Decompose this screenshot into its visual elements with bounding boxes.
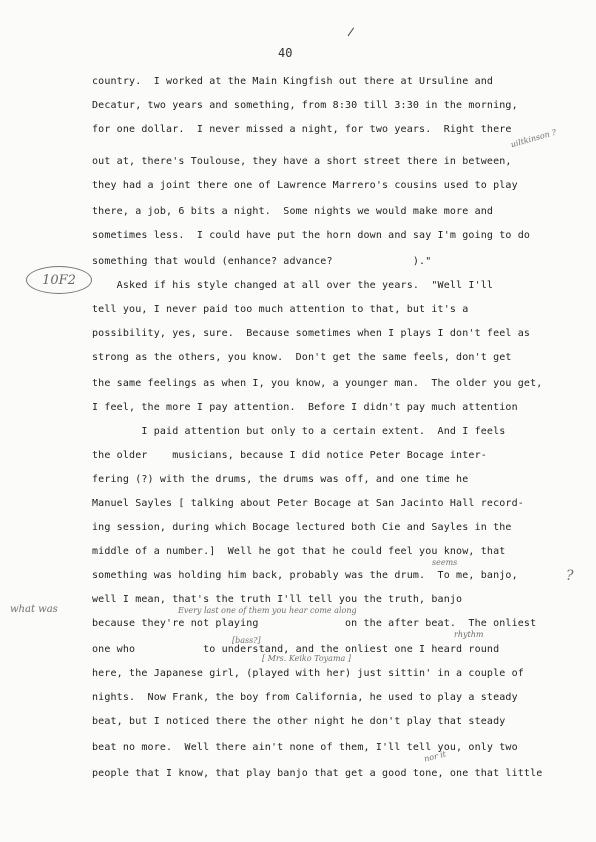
margin-note-seems: seems [432, 558, 458, 567]
body-line: the older musicians, because I did notice Peter Bocage inter- [92, 450, 487, 461]
body-line: the same feelings as when I, you know, a younger man. The older you get, [92, 378, 543, 389]
body-line: I feel, the more I pay attention. Before I didn't pay much attention [92, 402, 518, 413]
body-line: strong as the others, you know. Don't get the same feels, don't get [92, 352, 512, 363]
body-line: something was holding him back, probably was the drum. To me, banjo, [92, 570, 518, 581]
body-line: people that I know, that play banjo that get a good tone, one that little [92, 768, 543, 779]
circled-marker [26, 266, 92, 294]
body-line: because they're not playing on the after beat. The onliest [92, 618, 537, 629]
body-line: I paid attention but only to a certain extent. And I feels [92, 426, 506, 437]
margin-note-japanese-name: [ Mrs. Keiko Toyama ] [262, 654, 351, 663]
margin-note-question: ? [566, 568, 574, 584]
body-line: one who to understand, and the onliest one I heard round [92, 644, 500, 655]
body-line: tell you, I never paid too much attention to that, but it's a [92, 304, 469, 315]
body-line: ing session, during which Bocage lectured both Cie and Sayles in the [92, 522, 512, 533]
body-line: middle of a number.] Well he got that he could feel you know, that [92, 546, 506, 557]
body-line: Decatur, two years and something, from 8:30 till 3:30 in the morning, [92, 100, 518, 111]
body-line: here, the Japanese girl, (played with her) just sittin' in a couple of [92, 668, 524, 679]
page-number: 40 [278, 46, 293, 60]
body-line: for one dollar. I never missed a night, for two years. Right there [92, 124, 512, 135]
body-line: Asked if his style changed at all over the years. "Well I'll [92, 280, 494, 291]
margin-note-what-was: what was [10, 604, 58, 615]
body-line: well I mean, that's the truth I'll tell you the truth, banjo [92, 594, 463, 605]
margin-note-right: uiltkinson ? [509, 127, 558, 150]
body-line: Manuel Sayles [ talking about Peter Bocage at San Jacinto Hall record- [92, 498, 524, 509]
margin-note-rhythm: rhythm [454, 630, 484, 639]
pen-mark [348, 27, 358, 38]
circled-marker-label: 10F2 [42, 272, 76, 288]
body-line: out at, there's Toulouse, they have a short street there in between, [92, 156, 512, 167]
body-line: beat, but I noticed there the other night he don't play that steady [92, 716, 506, 727]
body-line: fering (?) with the drums, the drums was off, and one time he [92, 474, 469, 485]
body-line: country. I worked at the Main Kingfish out there at Ursuline and [92, 76, 494, 87]
margin-note-instruments: [bass?] [232, 636, 261, 645]
body-line: possibility, yes, sure. Because sometimes when I plays I don't feel as [92, 328, 531, 339]
body-line: something that would (enhance? advance? )." [92, 256, 432, 267]
margin-note-every-last: Every last one of them you hear come along [178, 606, 357, 615]
body-line: sometimes less. I could have put the horn down and say I'm going to do [92, 230, 531, 241]
margin-note-nor-it: nor it [423, 749, 447, 764]
body-line: they had a joint there one of Lawrence Marrero's cousins used to play [92, 180, 518, 191]
body-line: nights. Now Frank, the boy from California, he used to play a steady [92, 692, 518, 703]
body-line: there, a job, 6 bits a night. Some nights we would make more and [92, 206, 494, 217]
body-line: beat no more. Well there ain't none of them, I'll tell you, only two [92, 742, 518, 753]
